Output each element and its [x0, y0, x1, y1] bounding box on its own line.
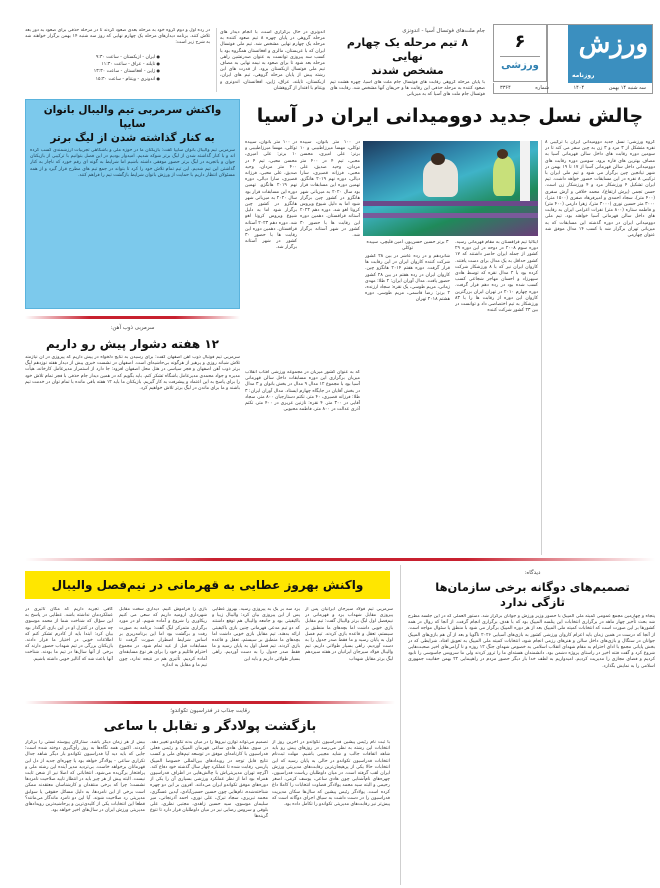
futsal-lead: با پایان مرحله گروهی رقابت های فوتسال جام ملت های آسیا، چهره هشت تیم صعود کننده به مرحله حذفی این رقابت ها و حریفان آنها مشخص شد. رقابت های فوتسال جام ملت های آسیا که به میزبانی	[330, 80, 485, 98]
page-number: ۶	[514, 31, 526, 52]
fixture-item: ● اندونزی - ویتنام - ساعت ۱۵:۳۰	[25, 76, 160, 83]
fixture-item: ● تایلند - عراق - ساعت ۱۱:۳۰	[25, 61, 160, 68]
photo-detail	[423, 159, 458, 197]
photo-detail	[493, 156, 515, 196]
tough-weeks-kicker: سرمربی ذوب آهن:	[110, 325, 155, 331]
section-divider	[25, 316, 240, 319]
fixture-item: ● ایران - ازبکستان - ساعت ۹:۳۰	[25, 54, 160, 61]
dual-decisions-headline-1: تصمیم‌های دوگانه برخی سازمان‌ها	[435, 580, 630, 594]
issue-date: سه شنبه ۱۴ بهمن	[608, 85, 646, 91]
futsal-headline-2: مشخص شدند	[371, 64, 444, 77]
futsal-headline-1: ۸ تیم مرحله یک چهارم نهایی	[346, 36, 469, 63]
logo-prefix: روزنامه	[572, 72, 595, 79]
fixtures-list	[25, 54, 210, 83]
futsal-col3	[25, 28, 210, 83]
futsal-kicker: جام ملت‌های فوتسال آسیا - اندونزی	[402, 28, 485, 34]
main-headline: چالش نسل جدید دوومیدانی ایران در آسیا	[256, 105, 644, 127]
pouladgar-col3: بیش از هر زمان دیگر باشد. ستارگان پیوسته تستی را برگزار کردند. اکنون همه نگاه‌ها به روز رأی‌گیری دوخته شده است؛ جایی که باید دید آیا فدراسیون تکواندو بار دیگر شاهد جدال تکراری ساعی - پولادگر خواهد بود یا چهره‌ای جدید از دل این قهرمانان برخواهد خاست. بی‌تردید مدیر آینده این رشته ملی و پرافتخار برگزیده می‌شود. انتخاباتی که اصلا نیز از شعن ثابت نیست. البته پیش از هر چیز باید در انتظار تایید صلاحیت نامزدها نشست؛ چرا که برخی منتقدان و کارشناسان معتقدند ممکن است برخی از این نامزدها، به دلیل مسائل حقوقی یا سوابق مدیریتی رد صلاحیت شوند. آیا این دو نامزد ماندگار می‌مانند؟ قطعا این انتخابات یکی از کلیدی‌ترین و پرحاشیه‌ترین رویدادهای مدیریتی ورزش ایران در سال‌های اخیر خواهد بود.	[25, 740, 145, 814]
newspaper-logo	[568, 25, 652, 83]
issue-label: شماره	[535, 85, 549, 91]
saipa-body: سرمربی تیم والیبال بانوان سایپا گفت: بازیکنان ما در حوزه ملی و باشگاهی تجربیات ارزشمندی کسب کرده اند و با کنار گذاشته شدن از لیگ برتر شوکه شدیم. امیدوار بودیم در این فصل بتوانیم با ترکیبی از بازیکنان جوان و باتجربه در لیگ برتر حضور موفقی داشته باشیم اما شرایط به گونه ای رقم خورد که ناچار به کنار گذاشتن این تیم شدیم. این تیم تمام تلاش خود را کرد تا بتواند در جمع تیم های مطرح قرار گیرد و از همه مسئولان انتظار داریم با حمایت از ورزش بانوان شرایط بازگشت تیم را فراهم کنند.	[30, 148, 235, 178]
section-label: ورزشی	[500, 56, 540, 71]
dual-decisions-body: پنجاه و چهارمین مجمع عمومی کمیته ملی المپیک با حضور وزیر ورزش و جوانان برگزار شد. دستور العملی که در این جلسه مطرح شد بحث تأخیر چهار ماهه در برگزاری انتخابات این پنلسه المپیک بود که با هدف برگزاری انجام گرفت. از آنجا که روال در همه کشورها بر این صورت است که انتخابات کمیته ملی المپیک بعد از هر دوره المپیک برگزار می شود با منطق یا سئوال مواجه است. از آنجا که درست در همین زمان باید اعزام کاروان ورزشی کشور به بازی‌های آسیایی ۲۰۲۶ ناگویا و بعد از آن هم بازی‌های المپیک جوانان در سنگال و بازی‌های داخل سالن و هنرهای رزمی انجام شود، انتخابات کمیته ملی المپیک به تعویق افتاد. شرایطی که در بخش پایانی مجمع با ادای احترام به مقام شهدای انقلاب اسلامی به خصوص شهدای جنگ ۱۲ روزه و نا آرامی‌های اخیر صحبت‌هایی شروع کرد و گفت فتنه اخیر در راستای پروژه دشمن بود. دانشمندان هسته‌ای ما را ترور کردند ولی ما سرویس جاسوسی را نابود کردیم و فضای مجازی را مدیریت کردیم. امیدواریم به لطف خدا بار دیگر حضور مردم در راهپیمایی ۲۲ بهمن حقانیت جمهوری اسلامی را به نمایش بگذارد.	[408, 614, 655, 669]
athletics-col2: ایتالیا تیم قزاقستان به مقام قهرمانی رسید. دوره سوم ۲۰۰۸ در دوحه در این دوره ۲۹ کشور از جمله ایران حاضر داشتند که ۱۷ کشور حداقل به یک مدال برای دست یافتند. کاروان ایران نیز که با ۸ ورزشکار شرکت کرده بود با ۲ مدال نقره که توسط هادی سپهرزاد و احسان مهاجر شجاعی کسب کسب شده بود در رده دهم قرار گرفت. دوره چهارم ۲۰۱۰ در تهران ایران بزرگترین کاروان این دوره از رقابت ها را با ۸۳ ورزشکار به تیم اختصاصی داد و توانست در بین ۲۳ کشور شرکت کننده	[455, 240, 538, 314]
saipa-story-box	[25, 99, 240, 309]
page-info-box	[493, 24, 547, 82]
dateline	[493, 83, 653, 94]
issue-year: ۱۴۰۴	[573, 85, 585, 91]
athletics-col5: که به عنوان کشور میزبان در مجموعه ورزشی آفتاب انقلاب میزبان برگزاری این دوره مسابقات داخل سالن قهرمانی آسیا بود با مجموع ۱۲ مدال ۹ مدال در بخش بانوان و ۳ مدال در بخش آقایان در جایگاه چهارم ایستاد. مدال آوران ایران: ۳ طلا: فرزانه قصیری، ۴۰ متر، تکتم دستارجبان ۸۰۰ متر، سجاد آقایی در ۳۰۰ متر. ۴ نقره: نازنین عزیزی در ۴۰۰ متر، تکتم آذری عدالت در ۸۰۰ متر، فاطمه محبوبی	[245, 370, 360, 413]
column-divider	[400, 565, 401, 885]
pouladgar-col2: تصمیم می‌تواند توازن نیروها را در میان بدنه تکواندو تغییر دهد. در سوی مقابل هادی ساعی قهرمان المپیک و رئیس فعلی فدراسیون با کارنامه‌ای موفق در توسعه تیم‌های ملی و کسب نتایج قابل توجه در رویدادهای بین‌المللی خصوصا المپیک پاریس، رقابت شده تا عملکرد چهار سال گذشته خود دفاع کند. اگرچه تهران مدیریتی‌اش با چالش‌هایی در اطراف فدراسیون همراه بود اما از نظر عملکرد ورزشی بسیاری آن را یکی از دوره‌های موفق تکواندو ایران می‌دانند. افزون بر این دو چهره شناخته‌شده، نام‌هایی چون حسین حسین‌آبادی، آیدین عسگری، محمد تبریزی، سجاد تبرک، علی نوری، احمد آذرنجانی، میر سلیمان موسوی، سید حسین زاهدی، مجتبی نظری، علی بلوقی و سروس رضایی نیز در میان داوطلبان قرار دارد تا تنوع گزینه‌ها	[150, 740, 268, 820]
photo-caption: ۳ برنز حسین حسن‌پور، امین قلیچی، سپیده توکلی	[366, 240, 449, 252]
dual-decisions-kicker: دیدگاه:	[524, 570, 541, 576]
athletics-col4: شانزدهم و در رده عاشر در بین ۲۸ کشور شرکت کننده کاروان ایران در این رقابت ها قرار گرفت. دوره هفتم ۲۰۱۴ هانگژو چین. کاروان ایران در رده هفتم در بین ۲۸ کشور حضور یافت. مدال آوران ایران: ۲ طلا: مهدی زمانی، مریم طوسی، یک نقره: سجاد ارزنده، ۲ برنز: رضا قاسمی، مریم طوسی. دوره هشتم ۲۰۱۸ تهران	[365, 254, 450, 303]
saipa-headline-1: واکنش سرمربی تیم والیبال بانوان سایپا	[43, 104, 222, 130]
futsal-col3-text: در رده اول و دوم گروه خود به مرحله بعدی صعود کردند تا در مرحله حذفی برای صعود به دور بعد تلاش کنند. برنامه دیدارهای مرحله یک چهارم نهایی که روز سه شنبه ۱۴ بهمن برگزار خواهند شد به شرح زیر است:	[25, 28, 210, 46]
atayi-col4: کافی تجربه داریم که مکان تأثیری در عملکردمان نداشته باشد. عطایی در پاسخ به این سؤال که شناخت شما از محمد موسوی چه میزان در کنترل او در این بازی اثرگذار بود بیان کرد: ابتدا باید از کادرم تشکر کنم که اطلاعات خوبی در اختیار ما قرار دادند. بازیکنان بزرگی در تیم شهداب حضور دارند که برخی از آنها سال‌ها در تیم ما بودند. شناخت آنها باعث شد که آنالیز خوبی داشته باشیم.	[25, 607, 113, 662]
section-divider	[25, 558, 655, 561]
saipa-headline-2: به کنار گذاشته شدن از لیگ برتر	[50, 132, 215, 144]
athletics-col3: در ۱۰۰ متر بانوان، سپیده توکلی، مهسا میرزاطبیبی و ۱۰ برنز: علی امیری، محسن محبی، تیم ۴ در ۴۰۰ متر مردان، وحید صدیق، علی محبی، فرزانه قصیری، سارا دیالی، دوره نهم ۲۰۱۹ هانگژو. تهمین دوره این مسابقات قرار بود سال ۲۰۲۰ به میزبانی شهر هانگژو در کشور چین برگزار شود اما به دلیل شیوع ویروس کرونا لغو شد. دوره دهم ۲۰۲۳ آستانه قزاقستان. دهمین دوره این رقابت ها با حضور ۳۰ کشور در شهر آستانه برگزار شد.	[300, 140, 360, 239]
issue-number: ۳۳۶۴	[500, 85, 511, 91]
dual-decisions-headline-2: تازگی ندارد	[499, 595, 565, 609]
pouladgar-headline: بازگشت پولادگر و تقابل با ساعی	[103, 719, 317, 734]
column-divider	[216, 28, 217, 92]
photo-detail	[520, 141, 530, 201]
pouladgar-col1: با ثبت نام رئیس پیشین فدراسیون تکواندو در آخرین روز از انتخابات این رشته به نظر می‌رسد در روزهای پیش رو باید شاهد اتفاقات جالب و شاید مجیبی باشیم. مهلت ثبت‌نام انتخابات فدراسیون تکواندو در حالی به پایان رسید که این انتخابات حالا یکی از پرهیجان‌ترین رقابت‌های مدیریتی ورزش ایران لقب گرفته است. در میان داوطلبان ریاست فدراسیون، چهره‌های نام‌آشنایی چون هادی ساعی، یوسف کرمی، اصغر رحیمی و البته سید محمد پولادگر قضاوت انتخابات را کاملا داغ کرده است. پولادگر رئیس پیشین که سال‌ها سکان مدیریت فدراسیون را در دست داشت به سیاق اجرای دوگانه است که پیش‌تر نیز رقابت‌های مدیریتی تکواندو را تکامل داده بود.	[272, 740, 390, 808]
logo-text: ورزش	[578, 29, 648, 59]
futsal-story	[330, 28, 485, 102]
atayi-col2: یزد سه بر یک به پیروزی رسید. بهروز عطایی پس از این پیروزی بیان کرد: والیبال زیبا و باکیفیتی بود و جامعه والیبال هم توقع داشتند که دو تیم مدعی قهرمانی چنین بازی باکیفیتی ارائه بدهند. تیم مقابل بازی خوبی داشت اما بچه‌های ما منطبق بر سیستم، تعقل و قاعده بازی کردند. تیم فصل اول به پایان رسید و ما فقط صدر جدول را به دست آوردیم. راهی بسیار طولانی داریم و باید این	[212, 607, 300, 662]
column-divider	[541, 140, 542, 555]
photo-detail	[363, 201, 538, 206]
futsal-col2: اندونزی در حال برگزاری است، با انجام دیدار های مرحله گروهی در پایان چهره ۸ تیم صعود کننده به مرحله یک چهارم نهایی مشخص شد. تیم ملی فوتسال ایران که با عربستان، مالزی و افغانستان همگروه بود با کسب سه پیروزی توانست به عنوان صدرنشین راهی مرحله بعد شود تا برای صعود به نیمه نهایی به مصاف تیم ملی فوتسال ازبکستان برود. از قدرت های این رشته پیش از پایان مرحله گروهی، تیم های ایران، ازبکستان، تایلند، عراق، ژاپن، افغانستان، اندونزی و ویتنام با اقتدار از گروهشان	[220, 30, 325, 91]
athletics-col1: گروه ورزشی: نسل جدید دوومیدانی ایران با ترکیبی ۸ نفره متشکل از ۳ مرد و ۳ زن به چین سفر می کند تا در سومین دوره رقابت های داخل سالن قهرمانی آسیا به مصاف بهترین های قاره برود. سومین دوره رقابت های دوومیدانی داخل سالن قهرمانی آسیا از ۱۷ تا ۱۹ بهمن در شهر تیانجین چین برگزار می شود و تیم ملی ایران با ترکیبی ۸ نفره در این مسابقات حضور خواهد داشت. تیم ایران تشکیل ۴ ورزشکار مرد و ۴ ورزشکار زن است. حسن تجمی (پرش ارتفاع)، محمد خلاقی و آرش سفری (۴۰۰ متر)، سجاد احمدی و امیرفرهاد صفری (۱۵۰۰ متر)، ۳۰۰۰ متر حسین نوری (۳۰۰۰ متر)، زهرا دارمی (۴۰۰ متر) و فاطمه ستاره (۸۰۰ متر) نفرات اعزامی ایران به رقابت های داخل سالن قهرمانی آسیا خواهند بود. تیم ملی دوومیدانی ایران در دوره گذشته این مسابقات که به میزبانی تهران برگزار شد با کسب ۱۴ مدال موفق شد عنوان چهارمی	[545, 140, 655, 239]
pouladgar-kicker: رقابت جذاب در فدراسیون تکواندو؛	[170, 708, 250, 714]
fixture-item: ● ژاپن - افغانستان - ساعت ۱۳:۳۰	[25, 68, 160, 75]
tough-weeks-headline: ۱۲ هفته دشوار پیش رو داریم	[45, 337, 219, 351]
tough-weeks-body: سرمربی تیم فوتبال ذوب آهن اصفهان گفت: برای رسیدن به نتایج دلخواه در پیش داریم که پیروزی در آن نیازمند تلاش شبانه روزی و پرهیز از هرگونه بی‌حاشیه‌ای است. اصفهان در نشست خبری پیش از دیدار هفته نوزدهم لیگ برتر ذوب آهن اصفهان و فجر سپاسی در هتل محل اصفهان افزود: جا دارد از استمرار مدیرعامل کارخانه، هیأت مدیره و جواد محمدی مدیرعامل باشگاه تشکر کنم. باید بگویم که در همین دیدار جام حذفی با فجر تمام تلاش خود را برای پاسخ به این اعتماد و پیشرفت به کار گیریم. بازیکنان ما باید ۱۲ هفته باقی مانده با تمام توان در خدمت تیم باشند و ما برای ماندن در لیگ برتر تلاش خواهیم کرد.	[25, 355, 240, 392]
atayi-col1: سرمربی تیم فولاد سیرجان ایرانیان پس از پیروزی مقابل شهداب یزد و قهرمانی در نیم‌فصل اول لیگ برتر والیبال گفت: تیم مقابل بازی خوبی داشت اما بچه‌های ما منطبق بر سیستم، تعقل و قاعده بازی کردند. تیم فصل اول به پایان رسید و ما فقط صدر جدول را به دست آوردیم. راهی بسیار طولانی داریم. تیم والیبال فولاد سیرجان ایرانیان در هفته سیزدهم لیگ برتر مقابل شهداب	[305, 607, 393, 662]
atayi-headline: واکنش بهروز عطایی به قهرمانی در نیم‌فصل والیبال	[25, 571, 390, 599]
photo-detail	[497, 149, 508, 159]
hurdles-photo	[363, 141, 538, 236]
atayi-col3: بازی را فراموش کنیم. دیداری سخت مقابل شهرداری ارومیه داریم که سعی می کنیم ریکاوری را شروع و آماده شویم. او در مورد برگزاری متمرکز لیگ گفت: برنامه به صورت رفت و برگشت بود اما این برنامه‌ریزی بر اساس شرایط اضطرار صورت گرفت تا مسابقات قبل از عید تمام شود. در مجموع احترام قائلیم و خود را برای هر نوع مسابقه‌ای آماده کردیم. تأثیری هم در نتیجه ندارد، چون تیم ما و مقابل به اندازه	[119, 607, 207, 668]
athletics-col3b: در ۱۰۰ متر بانوان، سپیده توکلی، مهسا میرزاطبیبی و ۱۰ برنز: علی امیری، محسن محبی، تیم ۴ در ۴۰۰ متر مردان، وحید صدیق، علی محبی، فرزانه قصیری، سارا دیالی، دوره نهم ۲۰۱۹ هانگژو. تهمین دوره این مسابقات قرار بود سال ۲۰۲۰ به میزبانی شهر هانگژو در کشور چین برگزار شود اما به دلیل شیوع ویروس کرونا لغو شد. دوره دهم ۲۰۲۳ آستانه قزاقستان. دهمین دوره این رقابت ها با حضور ۳۰ کشور در شهر آستانه برگزار شد.	[245, 140, 297, 251]
photo-detail	[363, 213, 538, 218]
photo-detail	[431, 153, 445, 165]
section-divider	[25, 701, 395, 704]
